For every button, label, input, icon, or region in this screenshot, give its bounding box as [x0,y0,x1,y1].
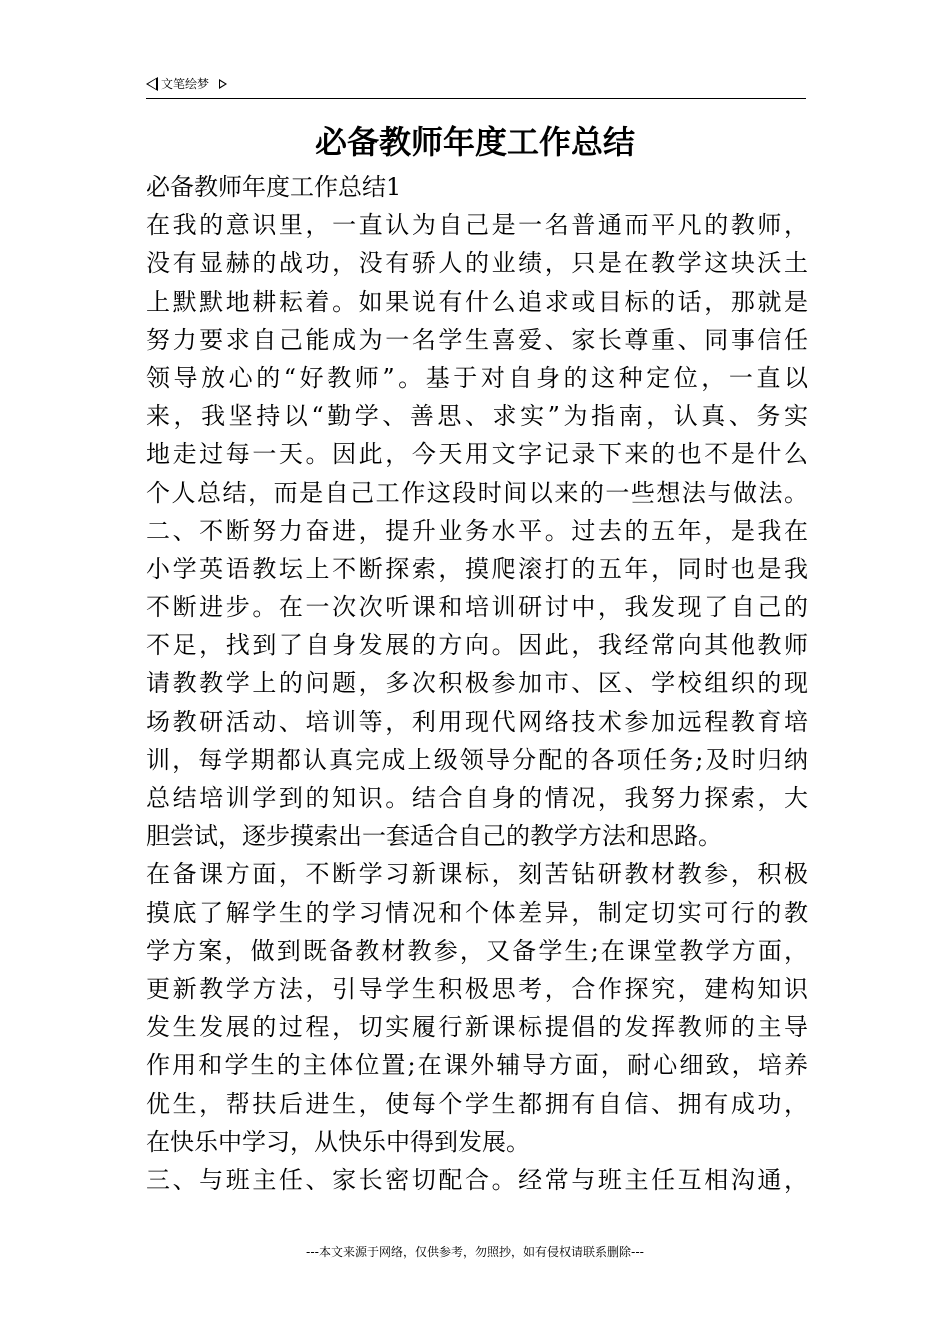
subtitle-line: 必备教师年度工作总结1 [146,173,402,201]
brand [146,76,227,92]
text-line: 优生，帮扶后进生，使每个学生都拥有自信、拥有成功， [146,1089,808,1118]
text-line: 三、与班主任、家长密切配合。经常与班主任互相沟通， [146,1165,808,1194]
text-line: 地走过每一天。因此，今天用文字记录下来的也不是什么 [146,440,808,469]
text-line: 二、不断努力奋进，提升业务水平。过去的五年，是我在 [146,516,808,545]
text-line: 请教教学上的问题，多次积极参加市、区、学校组织的现 [146,669,808,698]
text-line: 总结培训学到的知识。结合自身的情况，我努力探索，大 [146,784,808,812]
text-line: 不足，找到了自身发展的方向。因此，我经常向其他教师 [146,631,808,660]
text-line: 发生发展的过程，切实履行新课标提倡的发挥教师的主导 [146,1013,808,1042]
text-line: 努力要求自己能成为一名学生喜爱、家长尊重、同事信任 [146,325,808,354]
triangle-right-icon [219,79,227,89]
text-line: 更新教学方法，引导学生积极思考，合作探究，建构知识 [146,974,808,1003]
page-header [146,74,806,99]
text-line: 在备课方面，不断学习新课标，刻苦钻研教材教参，积极 [146,860,808,889]
text-line: 上默默地耕耘着。如果说有什么追求或目标的话，那就是 [146,287,808,316]
text-line: 场教研活动、培训等，利用现代网络技术参加远程教育培 [146,707,808,736]
text-line: 在快乐中学习，从快乐中得到发展。 [146,1127,530,1156]
footer-disclaimer: ---本文来源于网络，仅供参考，勿照抄，如有侵权请联系删除--- [306,1245,644,1259]
brand-name: 文笔绘梦 [161,77,210,91]
text-line: 小学英语教坛上不断探索，摸爬滚打的五年，同时也是我 [146,554,808,583]
text-line: 学方案，做到既备教材教参，又备学生;在课堂教学方面， [146,936,808,965]
text-line: 作用和学生的主体位置;在课外辅导方面，耐心细致，培养 [146,1051,808,1080]
text-line: 没有显赫的战功，没有骄人的业绩，只是在教学这块沃土 [146,249,808,278]
text-line: 个人总结，而是自己工作这段时间以来的一些想法与做法。 [146,478,808,507]
document-title: 必备教师年度工作总结 [314,123,635,161]
text-line: 领导放心的“好教师”。基于对自身的这种定位，一直以 [146,363,808,392]
text-line: 不断进步。在一次次听课和培训研讨中，我发现了自己的 [146,593,808,622]
text-line: 摸底了解学生的学习情况和个体差异，制定切实可行的教 [146,898,808,927]
text-line: 来，我坚持以“勤学、善思、求实”为指南，认真、务实 [146,402,808,431]
document-body [146,168,808,1199]
text-line: 训，每学期都认真完成上级领导分配的各项任务;及时归纳 [146,745,808,774]
triangle-left-icon [146,77,158,91]
text-line: 在我的意识里，一直认为自己是一名普通而平凡的教师， [146,211,808,240]
text-line: 胆尝试，逐步摸索出一套适合自己的教学方法和思路。 [146,822,722,851]
